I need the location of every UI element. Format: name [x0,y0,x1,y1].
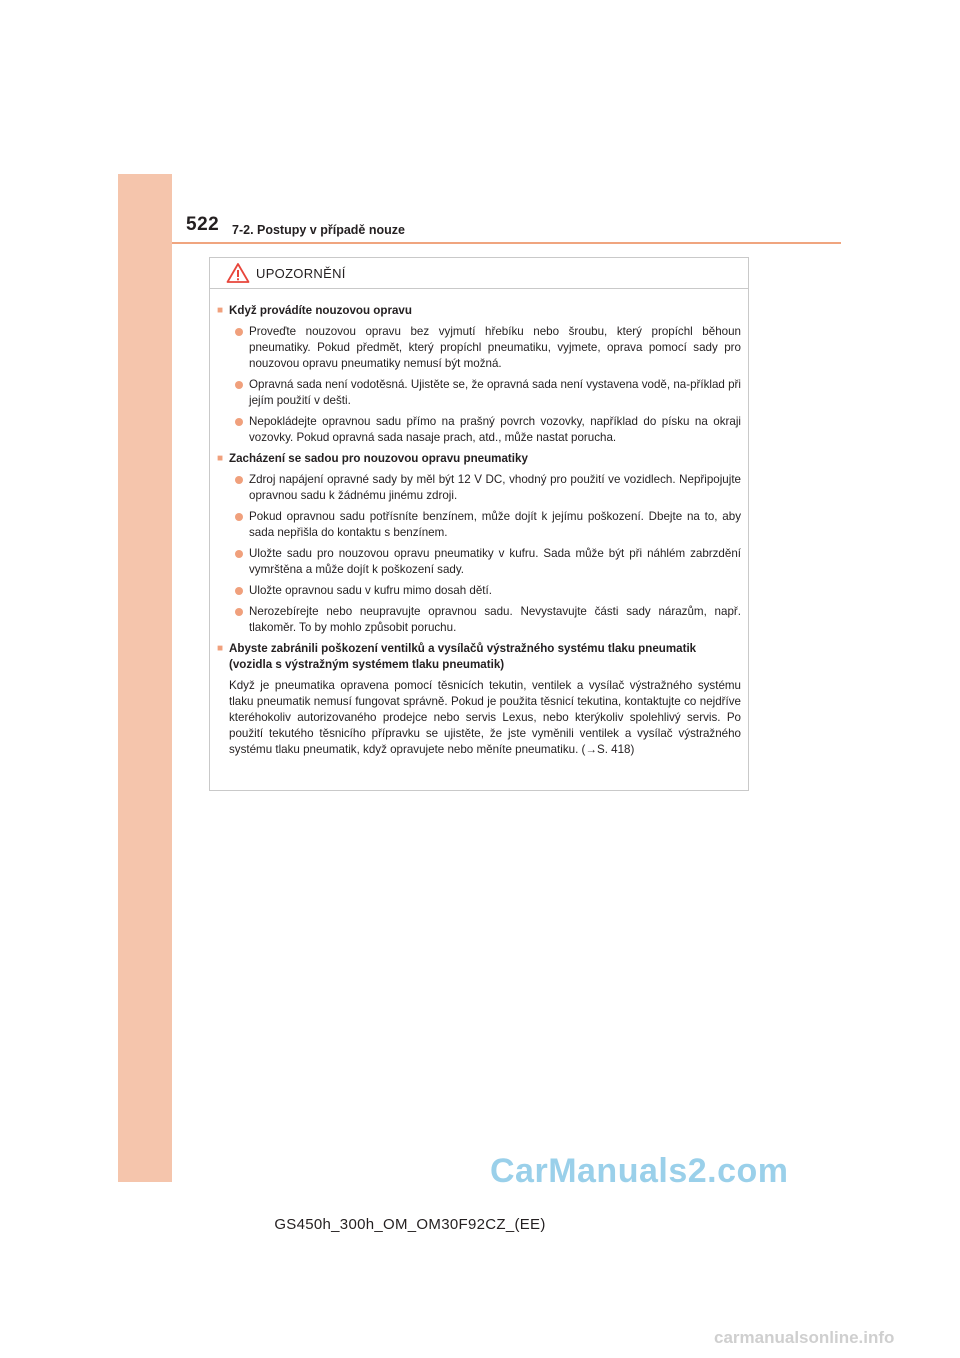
page-number: 522 [186,214,220,235]
header-rule [172,242,841,244]
chapter-side-band [118,174,172,1182]
square-bullet-icon: ■ [217,643,224,654]
circle-bullet-icon [235,381,243,389]
footer-code: GS450h_300h_OM_OM30F92CZ_(EE) [274,1216,546,1233]
list-item: Uložte sadu pro nouzovou opravu pneumatiky v kufru. Sada může být při náhlém zabrzdění vymrštěna a může dojít k poškození sady. [217,546,741,578]
warning-header [210,258,748,289]
list-item: Zdroj napájení opravné sady by měl být 12 V DC, vhodný pro použití ve vozidlech. Nepřipojujte opravnou sadu k žádnému jinému zdroji. [217,472,741,504]
watermark-site: carmanualsonline.info [714,1328,895,1347]
section-paragraph: Když je pneumatika opravena pomocí těsnicích tekutin, ventilek a vysílač výstražného systému tlaku pneumatik nemusí fungovat správně. Pokud je použita těsnicí tekutina, kontaktujte co nejdříve kteréhokoliv autorizovaného prodejce nebo servis Lexus, nebo kterýkoliv spolehlivý servis. Po použití tekutého těsnicího přípravku se ujistěte, že jste vyměnili ventilek a vysílač výstražného systému tlaku pneumatik, když opravujete nebo měníte pneumatiku. (→S. 418) [229,679,741,756]
circle-bullet-icon [235,513,243,521]
list-item: Uložte opravnou sadu v kufru mimo dosah dětí. [217,583,741,599]
circle-bullet-icon [235,418,243,426]
square-bullet-icon: ■ [217,453,224,464]
section-heading: ■ Zacházení se sadou pro nouzovou opravu pneumatiky [217,452,528,465]
circle-bullet-icon [235,587,243,595]
list-item: Opravná sada není vodotěsná. Ujistěte se, že opravná sada není vystavena vodě, na-příklad při jejím použití v dešti. [217,377,741,409]
warning-box [209,257,749,791]
warning-title: UPOZORNĚNÍ [256,265,346,281]
square-bullet-icon: ■ [217,305,224,316]
circle-bullet-icon [235,476,243,484]
warning-body [210,289,748,758]
section-heading: ■ Abyste zabránili poškození ventilků a vysílačů výstražného systému tlaku pneumatik (vozidla s výstražným systémem tlaku pneumatik) [217,642,697,671]
section-heading: ■ Když provádíte nouzovou opravu [217,304,412,317]
circle-bullet-icon [235,328,243,336]
watermark-logo: CarManuals2.com [490,1152,789,1190]
warning-triangle-icon [226,262,250,284]
list-item: Proveďte nouzovou opravu bez vyjmutí hřebíku nebo šroubu, který propíchl běhoun pneumatiky. Pokud předmět, který propíchl pneumatiku, vyjmete, oprava pomocí sady pro nouzovou opravu pneumatiky nemusí být možná. [217,324,741,372]
list-item: Pokud opravnou sadu potřísníte benzínem, může dojít k jejímu poškození. Dbejte na to, aby sada nepřišla do kontaktu s benzínem. [217,509,741,541]
list-item: Nerozebírejte nebo neupravujte opravnou sadu. Nevystavujte části sady nárazům, např. tlakoměr. To by mohlo způsobit poruchu. [217,604,741,636]
circle-bullet-icon [235,608,243,616]
list-item: Nepokládejte opravnou sadu přímo na prašný povrch vozovky, například do písku na okraji vozovky. Pokud opravná sada nasaje prach, atd., může nastat porucha. [217,414,741,446]
circle-bullet-icon [235,550,243,558]
section-title: 7-2. Postupy v případě nouze [232,223,405,237]
